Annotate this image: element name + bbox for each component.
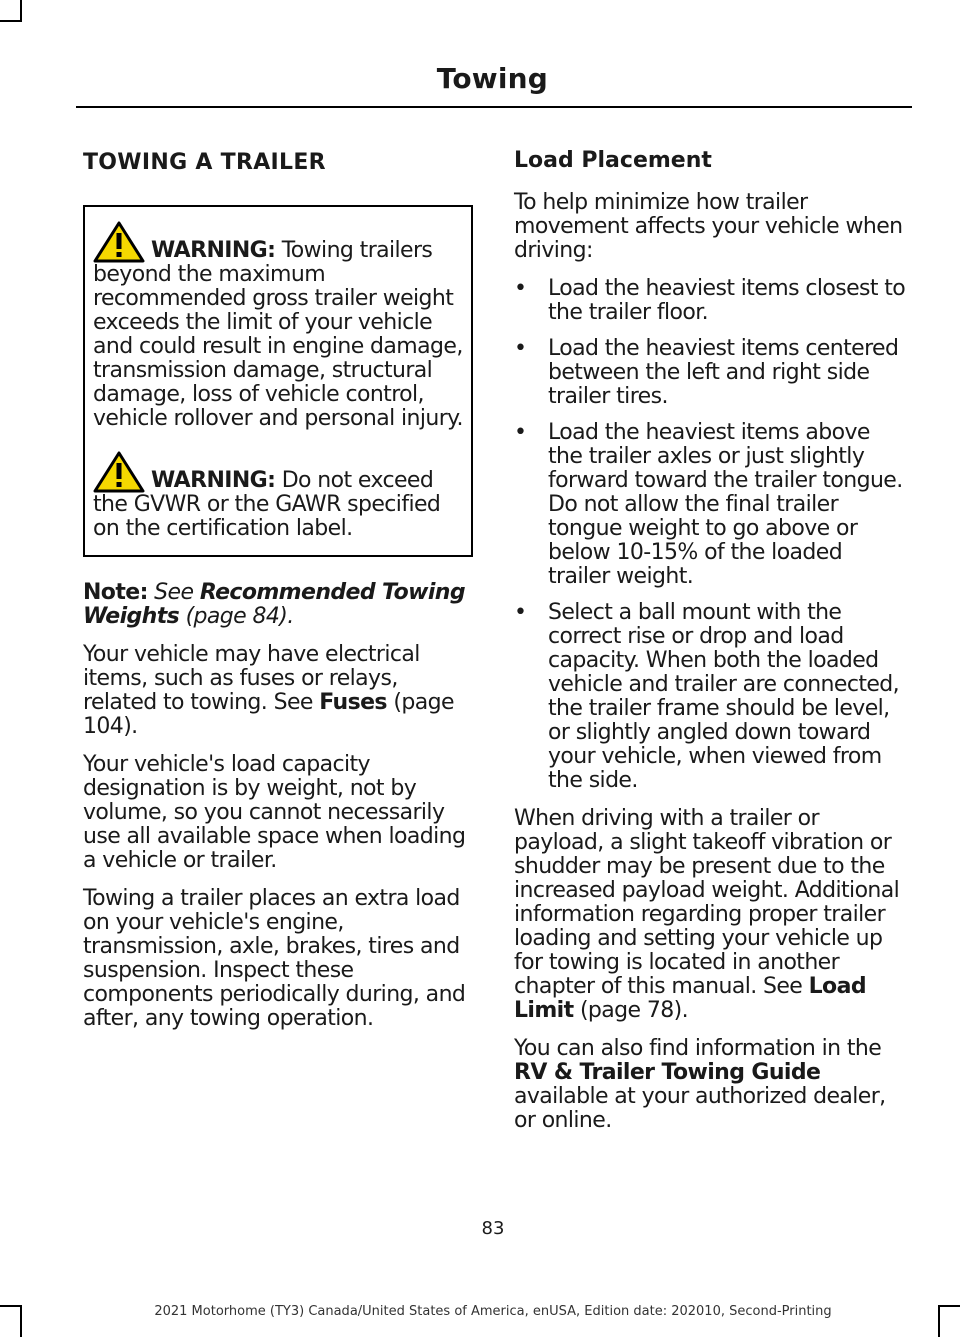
warning-triangle-icon xyxy=(93,451,145,493)
page-title: Towing xyxy=(436,62,548,95)
bullet-icon: • xyxy=(514,336,527,361)
warning-box xyxy=(83,205,473,557)
towing-guide-link[interactable]: RV & Trailer Towing Guide xyxy=(514,1060,821,1085)
list-item-text: Load the heaviest items closest to the trailer floor. xyxy=(548,276,906,325)
header-divider xyxy=(76,106,912,108)
warning-text: Do not exceed the GVWR or the GAWR specified on the certification label. xyxy=(93,468,441,541)
paragraph: To help minimize how trailer movement affects your vehicle when driving: xyxy=(514,190,903,263)
right-column xyxy=(514,148,910,1147)
list-item xyxy=(514,277,910,325)
page-ref: (page 104). xyxy=(83,690,454,739)
list-item xyxy=(514,601,910,793)
fuses-link[interactable]: Fuses xyxy=(319,690,387,715)
bullet-list xyxy=(514,277,910,793)
warning-label: WARNING: xyxy=(151,468,276,493)
paragraph: Your vehicle's load capacity designation is by weight, not by volume, so you cannot necessarily use all available space when loading a vehicle or trailer. xyxy=(83,752,466,873)
left-column xyxy=(83,150,473,1045)
paragraph-text: When driving with a trailer or payload, a slight takeoff vibration or shudder may be present due to the increased payload weight. Additional information regarding proper trailer loading and setting your vehicle up for towing is located in another chapter of this manual. See xyxy=(514,806,900,999)
bullet-icon: • xyxy=(514,276,527,301)
warning-triangle-icon xyxy=(93,221,145,263)
warning-item xyxy=(93,451,465,541)
crop-mark xyxy=(20,0,22,22)
note-label: Note: xyxy=(83,580,148,605)
load-limit-link[interactable]: Load Limit xyxy=(514,974,866,1023)
warning-label: WARNING: xyxy=(151,238,276,263)
list-item-text: Select a ball mount with the correct rise or drop and load capacity. When both the loaded vehicle and trailer are connected, the trailer frame should be level, or slightly angled down toward your vehicle, when viewed from the side. xyxy=(548,600,900,793)
list-item xyxy=(514,421,910,589)
list-item xyxy=(514,337,910,409)
note-page: (page 84). xyxy=(185,604,294,629)
subsection-heading: Load Placement xyxy=(514,148,712,173)
page-ref: (page 78). xyxy=(579,998,689,1023)
warning-item xyxy=(93,221,465,431)
note-link[interactable]: Recommended Towing Weights xyxy=(83,580,466,629)
paragraph-text: Your vehicle may have electrical items, such as fuses or relays, related to towing. See xyxy=(83,642,420,715)
paragraph xyxy=(514,807,910,1023)
page-number: 83 xyxy=(481,1218,505,1239)
paragraph xyxy=(514,1037,910,1133)
list-item-text: Load the heaviest items above the trailer axles or just slightly forward toward the trailer tongue. Do not allow the final trailer tongue weight to go above or below 10-15% of the loaded trailer weight. xyxy=(548,420,903,589)
section-heading: TOWING A TRAILER xyxy=(83,150,326,175)
bullet-icon: • xyxy=(514,600,527,625)
warning-text: Towing trailers beyond the maximum recommended gross trailer weight exceeds the limit of your vehicle and could result in engine damage, transmission damage, structural damage, loss of vehicle control, vehicle rollover and personal injury. xyxy=(93,238,463,431)
bullet-icon: • xyxy=(514,420,527,445)
crop-mark xyxy=(0,20,22,22)
note-paragraph xyxy=(83,581,473,629)
paragraph xyxy=(83,643,473,739)
list-item-text: Load the heaviest items centered between the left and right side trailer tires. xyxy=(548,336,899,409)
paragraph-text: You can also find information in the xyxy=(514,1036,882,1061)
paragraph-text: available at your authorized dealer, or online. xyxy=(514,1084,886,1133)
note-see: See xyxy=(154,580,194,605)
edition-footer: 2021 Motorhome (TY3) Canada/United States of America, enUSA, Edition date: 202010, Second-Printing xyxy=(154,1304,832,1319)
paragraph: Towing a trailer places an extra load on your vehicle's engine, transmission, axle, brakes, tires and suspension. Inspect these components periodically during, and after, any towing operation. xyxy=(83,886,466,1031)
